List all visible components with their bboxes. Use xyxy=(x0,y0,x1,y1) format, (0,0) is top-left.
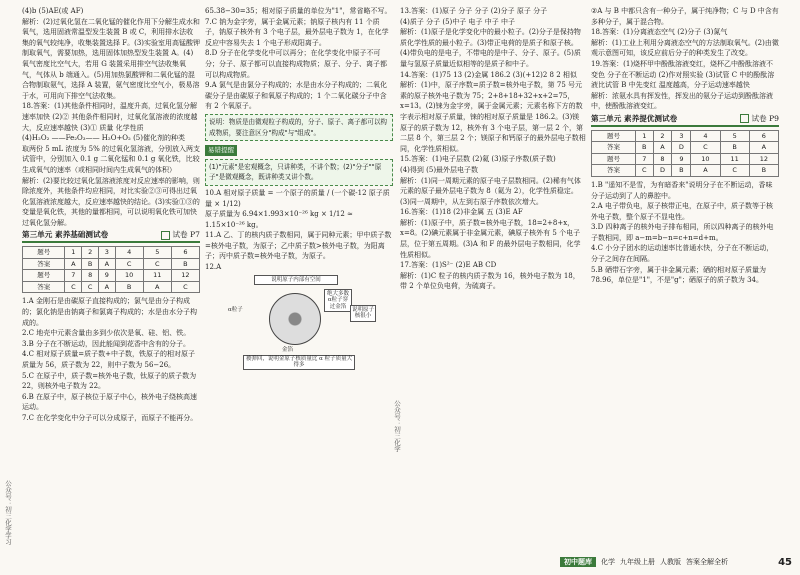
text-line: 2.A 电子带负电，原子核带正电，在原子中，质子数等于核外电子数，整个原子不显电性。 xyxy=(591,202,773,221)
table-row: 答案 A B A C C B xyxy=(23,258,200,270)
table-row: 题号 1 2 3 4 5 6 xyxy=(23,247,200,259)
text-line: 4.C 相对原子质量=质子数+中子数，铁原子的相对原子质量为 56，质子数为 22，则中子数为 56−26。 xyxy=(22,350,195,369)
brand-badge: 初中题库 xyxy=(560,557,596,567)
column-3 xyxy=(400,6,586,551)
alpha-scattering-diagram xyxy=(224,275,374,355)
text-line: 15.答案：(1)电子层数 (2)氦 (3)原子序数(质子数) xyxy=(400,155,556,164)
text-line: 原子质量为 6.94×1.993×10⁻²⁶ kg × 1/12 ≈ 1.15×10⁻²⁶ kg。 xyxy=(205,210,353,229)
table-row: 题号 7 8 9 10 11 12 xyxy=(592,153,779,165)
answer-table xyxy=(591,130,779,177)
qr-icon xyxy=(161,231,170,240)
text-line: 14.答案：(1)75 13 (2)金属 186.2 (3)(+12)2 8 2 相似 xyxy=(400,70,577,79)
text-line: 3.D 四种离子的核外电子排布相同，所以四种离子的核外电子数相同，即 a−m=b−n=c+n=d+m。 xyxy=(591,223,774,242)
text-line: 11.A 乙、丁的核内质子数相同，属于同种元素；甲中质子数=核外电子数，为原子；乙中质子数>核外电子数，为阳离子；丙中质子数=核外电子数，为原子。 xyxy=(205,231,392,261)
text-line: 65.38−30=35；相对原子质量的单位为"1"，常省略不写。 xyxy=(205,7,392,15)
text-line: 18.答案：(1)分离液态空气 (2)分子 (3)氮气 xyxy=(591,28,728,37)
text-line: 1.B "遥知不是雪，为有暗香来"说明分子在不断运动，香味分子运动到了人的鼻腔中。 xyxy=(591,180,773,200)
diagram-label: 说明原子核很小 xyxy=(350,305,376,322)
section-header xyxy=(591,114,779,127)
diagram-label: 说明原子内部有空间 xyxy=(254,275,338,286)
text-line: 8.D 分子在化学变化中可以再分；在化学变化中原子不可分；分子、原子都可以直接构成物质；原子、分子、离子都可以构成物质。 xyxy=(205,49,387,79)
text-line: 13.答案：(1)原子 分子 分子 (2)分子 原子 分子 xyxy=(400,7,548,15)
text-line: 取两份 5 mL 浓度为 5% 的过氧化氢溶液，分别放入两支试管中，分别加入 0.1 g 二氧化锰和 0.1 g 氧化铁，比较生成氧气的速率（或相同时间内生成氧气的体积） xyxy=(22,144,200,174)
text-line: 12.A xyxy=(205,263,222,272)
footer-subject: 化学 xyxy=(601,558,615,566)
text-line: ②A 与 B 中都只含有一种分子，属于纯净物；C 与 D 中含有多种分子，属于混合物。 xyxy=(591,7,779,26)
page-number: 45 xyxy=(778,556,792,568)
side-watermark: 公众号：初三化学 xyxy=(393,400,401,452)
text-line: 9.A 氯气是由氯分子构成的；水是由水分子构成的；二氧化碳分子是由碳原子和氧原子构成的；1 个二氧化碳分子中含有 2 个氧原子。 xyxy=(205,81,387,111)
text-line: 解析：(1)原子中，质子数=核外电子数，18=2+8+x，x=8。(2)碘元素属于非金属元素，碘原子核外有 5 个电子层，位于第五周期。(3)A 和 F 的最外层电子数相同，化学性质相似。 xyxy=(400,218,581,259)
text-line: 10.A 相对原子质量 = 一个原子的质量 / (一个碳-12 原子质量 × 1/12) xyxy=(205,188,390,208)
diagram-label: α粒子 xyxy=(228,306,243,313)
table-row: 题号 7 8 9 10 11 12 xyxy=(23,270,200,282)
text-line: 解析：(1)原子是化学变化中的最小粒子。(2)分子是保持物质化学性质的最小粒子。(3)带正电荷的是质子和原子核。(4)带负电的是电子，不带电的是中子、分子、原子。(5)质量与氢原子质量近似相等的是质子和中子。 xyxy=(400,28,581,68)
text-line: 5.C 在原子中，质子数=核外电子数，钛原子的质子数为 22，则核外电子数为 22。 xyxy=(22,371,197,391)
diagram-label: 绝大多数α粒子穿过金箔 xyxy=(324,289,352,313)
text-line: 3.B 分子在不断运动，因此能闻到花香中含有的分子。 xyxy=(22,339,191,348)
text-line: 解析：(1)同一周期元素的原子电子层数相同。(2)稀有气体元素的原子最外层电子数为 8（氦为 2），化学性质稳定。(3)同一周期中，从左到右原子序数依次增大。 xyxy=(400,176,581,206)
text-line: 18.答案：(1)其他条件相同时，温度升高，过氧化氢分解速率加快 (2)② 其他条件相同时，过氧化氢溶液的浓度越大，反应速率越快 (3)① 质量 化学性质 xyxy=(22,102,198,132)
section-title: 第三单元 素养基础测试卷 xyxy=(22,230,109,240)
footer-edition: 人教版 xyxy=(660,558,681,566)
text-line: 解析：浓氨水具有挥发性，挥发出的氨分子运动到酚酞溶液中，使酚酞溶液变红。 xyxy=(591,91,773,111)
footer-grade: 九年级上册 xyxy=(620,558,655,566)
text-line: 19.答案：(1)烧杯甲中酚酞溶液变红，烧杯乙中酚酞溶液不变色 分子在不断运动 (2)作对照实验 (3)试管 C 中的酚酞溶液比试管 B 中先变红 温度越高，分子运动速率越快 xyxy=(591,59,775,90)
side-watermark: 公众号：初三化学学习 xyxy=(4,480,12,545)
text-line: 5.B 硒带石字旁，属于非金属元素；硒的相对原子质量为 78.96，单位是"1"，不是"g"；硒原子的质子数为 34。 xyxy=(591,265,767,285)
text-line: (4)得到 (5)最外层电子数 xyxy=(400,165,479,174)
answer-table xyxy=(22,246,200,293)
text-line: (4)质子 分子 (5)中子 电子 中子 中子 xyxy=(400,17,515,26)
text-line: 6.B 在原子中，原子核位于原子中心，核外电子绕核高速运动。 xyxy=(22,392,198,412)
tip-box: (1)"元素"是宏观概念，只讲种类，不讲个数；(2)"分子""原子"是微观概念，既讲种类又讲个数。 xyxy=(205,159,393,186)
text-line: 2.C 地壳中元素含量由多到少依次是氧、硅、铝、铁。 xyxy=(22,329,191,338)
diagram-label: 金箔 xyxy=(282,346,294,353)
note-box: 说明：物质是由微观粒子构成的，分子、原子、离子都可以构成物质，要注意区分"构成"与"组成"。 xyxy=(205,114,393,141)
qr-icon xyxy=(740,114,749,123)
text-line: (4)b (5)AE(或 AF) xyxy=(22,7,84,15)
column-1 xyxy=(22,6,200,551)
text-line: 解析：(2)要比较过氧化氢溶液浓度对反应速率的影响，则除浓度外，其他条件均应相同，对比实验②③可得出过氧化氢溶液浓度越大，反应速率越快的结论。(3)实验①③的变量是氧化铁，其他的量都相同，可以说明氧化铁可加快过氧化氢分解。 xyxy=(22,176,200,227)
text-line: 解析：(1)中，原子序数=质子数=核外电子数，第 75 号元素的原子核外电子数为 75；2+8+18+32+x+2=75，x=13。(2)铼为金字旁，属于金属元素；元素名称下方的数字表示相对原子质量，铼的相对原子质量是 186.2。(3)镁原子的质子数为 12，核外有 3 个电子层，第一层 2 个，第二层 8 个，第三层 2 个；镁原子和钙原子的最外层电子数相同，化学性质相似。 xyxy=(400,81,586,153)
text-line: 解析：(2)过氧化氢在二氧化锰的催化作用下分解生成水和氧气，选用固液常温型发生装置 B 或 C，利用排水法收集的氧气较纯净，收集装置选择 F。(3)实验室用高锰酸钾制取氧气，需要加热，选用固体加热型发生装置 A。(4)氧气密度比空气大，若用 G 装置采用排空气法收集氧气，气体从 b 端通入。(5)用加热氯酸钾和二氧化锰的混合物制取氨气，选择 A 装置，氨气密度比空气小，极易溶于水，可用向下排空气法收集。 xyxy=(22,17,200,100)
text-line: 7.C 在化学变化中分子可以分成原子，而原子不能再分。 xyxy=(22,413,198,422)
text-line: 16.答案：(1)18 (2)非金属 五 (3)E AF xyxy=(400,208,523,217)
section-title: 第三单元 素养提优测试卷 xyxy=(591,113,678,123)
text-line: (4)H₂O₂ ——Fe₂O₃—— H₂O+O₂ (5)催化剂的种类 xyxy=(22,134,185,143)
section-page: 试卷 P9 xyxy=(740,114,779,125)
text-line: 解析：(1)工业上利用分离液态空气的方法制取氧气。(2)由微观示意图可知，该反应前后分子的种类发生了改变。 xyxy=(591,38,779,58)
table-row: 题号 1 2 3 4 5 6 xyxy=(592,130,779,142)
section-page: 试卷 P7 xyxy=(161,230,200,241)
diagram-label: 被弹回，说明金原子核质量比 α 粒子质量大得多 xyxy=(243,355,355,370)
column-2 xyxy=(205,6,393,551)
table-row: 答案 C C A B A C xyxy=(23,281,200,293)
tip-tag: 易错提醒 xyxy=(205,145,237,156)
column-4 xyxy=(591,6,779,551)
table-row: 答案 B A D C B A xyxy=(592,142,779,154)
gold-foil-circle xyxy=(269,293,321,345)
text-line: 1.A 金刚石是由碳原子直接构成的；氯气是由分子构成的；氯化钠是由钠离子和氯离子构成的；水是由水分子构成的。 xyxy=(22,297,197,327)
text-line: 解析：(1)C 粒子的核内质子数为 16，核外电子数为 18，带 2 个单位负电荷，为硫离子。 xyxy=(400,271,580,291)
table-row: 答案 C D B A C B xyxy=(592,165,779,177)
text-line: 7.C 钠为金字旁，属于金属元素；钠原子核内有 11 个质子，钠原子核外有 3 个电子层，最外层电子数为 1，在化学反应中容易失去 1 个电子形成阳离子。 xyxy=(205,17,389,47)
section-header xyxy=(22,230,200,243)
page-footer xyxy=(560,555,792,569)
text-line: 17.答案：(1)S²⁻ (2)E AB CD xyxy=(400,261,497,270)
footer-part: 答案全解全析 xyxy=(686,558,728,566)
text-line: 4.C 小分子团水的运动速率比普通水快，分子在不断运动，分子之间存在间隔。 xyxy=(591,244,774,264)
